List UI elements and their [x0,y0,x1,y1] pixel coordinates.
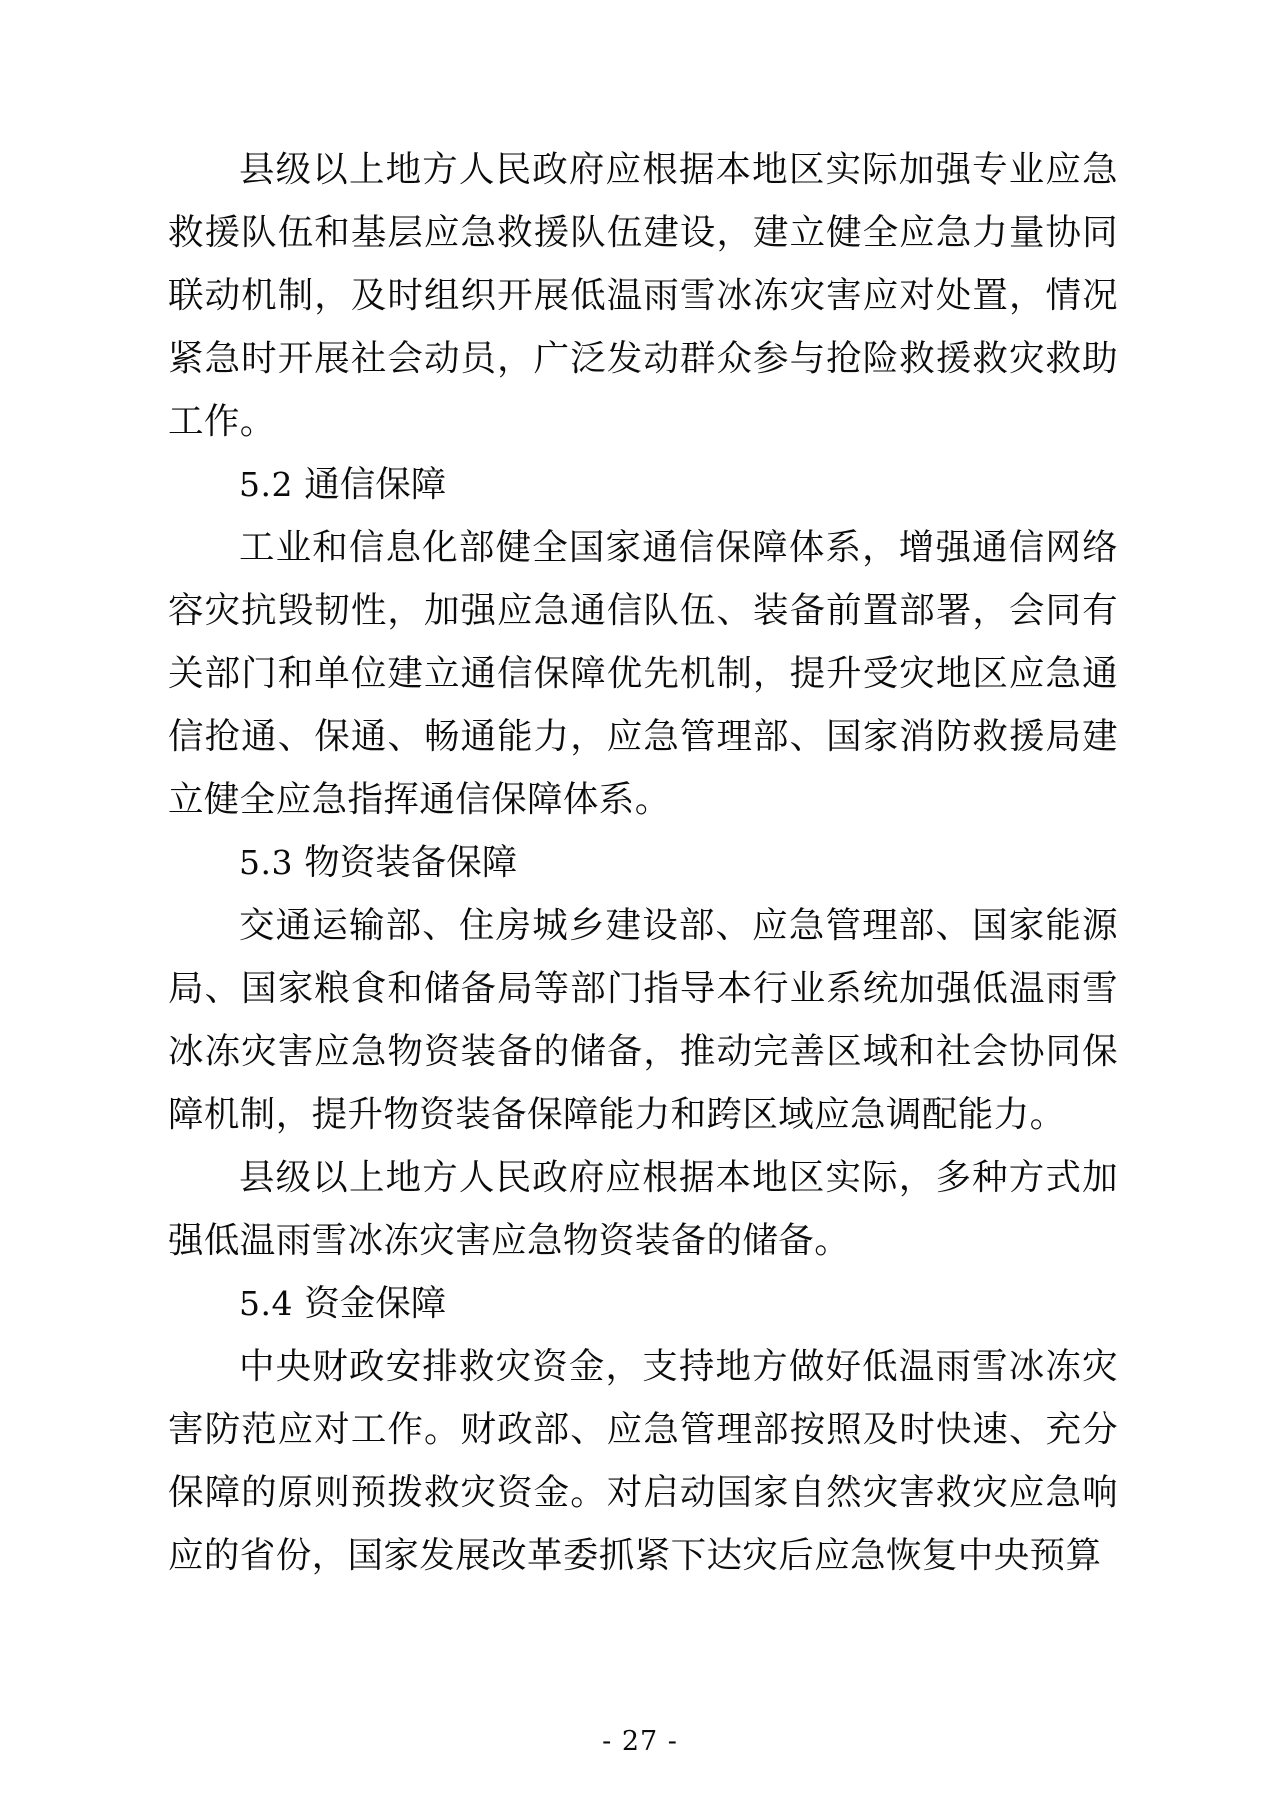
paragraph-emergency-rescue-teams: 县级以上地方人民政府应根据本地区实际加强专业应急救援队伍和基层应急救援队伍建设，建立健全应急力量协同联动机制，及时组织开展低温雨雪冰冻灾害应对处置，情况紧急时开展社会动员，广泛发动群众参与抢险救援救灾救助工作。 [168,149,1118,442]
heading-5-4-label: 资金保障 [304,1283,447,1324]
heading-5-3-number: 5.3 [239,843,293,882]
heading-5-2 [168,453,1118,516]
page-number: - 27 - [602,1726,678,1757]
page-body [168,138,1118,1587]
heading-5-4-number: 5.4 [239,1284,293,1323]
heading-5-2-label: 通信保障 [304,464,447,505]
heading-5-3-label: 物资装备保障 [304,842,518,883]
paragraph-local-government-reserves: 县级以上地方人民政府应根据本地区实际，多种方式加强低温雨雪冰冻灾害应急物资装备的储备。 [168,1157,1118,1261]
heading-5-2-number: 5.2 [239,465,293,504]
paragraph-funding-guarantee: 中央财政安排救灾资金，支持地方做好低温雨雪冰冻灾害防范应对工作。财政部、应急管理部按照及时快速、充分保障的原则预拨救灾资金。对启动国家自然灾害救灾应急响应的省份，国家发展改革委抓紧下达灾后应急恢复中央预算 [168,1346,1118,1576]
paragraph-material-equipment-departments: 交通运输部、住房城乡建设部、应急管理部、国家能源局、国家粮食和储备局等部门指导本行业系统加强低温雨雪冰冻灾害应急物资装备的储备，推动完善区域和社会协同保障机制，提升物资装备保障能力和跨区域应急调配能力。 [168,905,1118,1135]
heading-5-3 [168,831,1118,894]
paragraph-communication-guarantee: 工业和信息化部健全国家通信保障体系，增强通信网络容灾抗毁韧性，加强应急通信队伍、装备前置部署，会同有关部门和单位建立通信保障优先机制，提升受灾地区应急通信抢通、保通、畅通能力，应急管理部、国家消防救援局建立健全应急指挥通信保障体系。 [168,527,1118,820]
heading-5-4 [168,1272,1118,1335]
